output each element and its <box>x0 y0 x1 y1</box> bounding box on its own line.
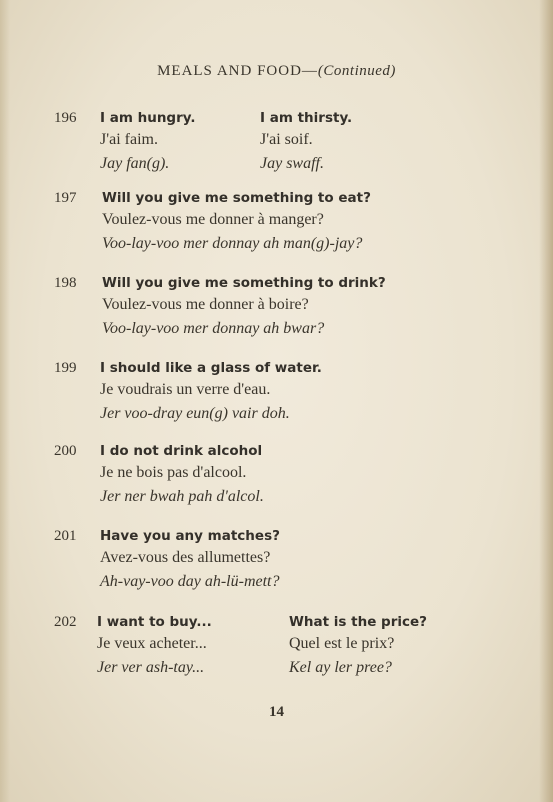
entry-number: 196 <box>54 110 77 126</box>
page-edge-shadow-left <box>0 0 10 802</box>
phonetic-phrase: Kel ay ler pree? <box>289 659 392 676</box>
french-phrase: Je veux acheter... <box>97 635 207 652</box>
english-phrase: I do not drink alcohol <box>100 443 263 459</box>
english-phrase: What is the price? <box>289 614 427 630</box>
french-phrase: J'ai faim. <box>100 131 158 148</box>
english-phrase: I am thirsty. <box>260 110 353 126</box>
header-continued: (Continued) <box>317 63 396 79</box>
phonetic-phrase: Jer ner bwah pah d'alcol. <box>100 488 264 505</box>
french-phrase: Voulez-vous me donner à manger? <box>102 211 324 228</box>
french-phrase: Je voudrais un verre d'eau. <box>100 381 271 398</box>
entry-number: 198 <box>54 275 77 291</box>
french-phrase: Je ne bois pas d'alcool. <box>100 464 247 481</box>
french-phrase: Avez-vous des allumettes? <box>100 549 271 566</box>
entry-number: 202 <box>54 614 77 630</box>
entry-number: 197 <box>54 190 77 206</box>
phrase-column-1 <box>102 187 371 255</box>
phrase-column-1 <box>100 107 195 175</box>
page-number: 14 <box>269 704 284 720</box>
header-title: MEALS AND FOOD— <box>157 63 318 79</box>
english-phrase: Will you give me something to eat? <box>102 190 371 206</box>
english-phrase: I want to buy... <box>97 614 212 630</box>
phonetic-phrase: Ah-vay-voo day ah-lü-mett? <box>100 573 280 590</box>
entry-number: 201 <box>54 528 77 544</box>
entry-number: 199 <box>54 360 77 376</box>
english-phrase: Have you any matches? <box>100 528 280 544</box>
french-phrase: Voulez-vous me donner à boire? <box>102 296 309 313</box>
phonetic-phrase: Jay swaff. <box>260 155 324 172</box>
phonetic-phrase: Jer ver ash-tay... <box>97 659 205 676</box>
entry-number: 200 <box>54 443 77 459</box>
phrase-column-2 <box>260 107 352 175</box>
english-phrase: Will you give me something to drink? <box>102 275 386 291</box>
phrase-column-1 <box>97 611 212 679</box>
phonetic-phrase: Voo-lay-voo mer donnay ah man(g)-jay? <box>102 235 363 252</box>
phonetic-phrase: Jer voo-dray eun(g) vair doh. <box>100 405 290 422</box>
english-phrase: I should like a glass of water. <box>100 360 322 376</box>
phonetic-phrase: Jay fan(g). <box>100 155 170 172</box>
page-header <box>0 63 553 80</box>
phrase-column-1 <box>100 525 280 593</box>
phonetic-phrase: Voo-lay-voo mer donnay ah bwar? <box>102 320 325 337</box>
phrase-column-1 <box>102 272 386 340</box>
english-phrase: I am hungry. <box>100 110 196 126</box>
phrase-column-1 <box>100 440 264 508</box>
french-phrase: Quel est le prix? <box>289 635 395 652</box>
phrase-column-2 <box>289 611 427 679</box>
phrase-column-1 <box>100 357 322 425</box>
french-phrase: J'ai soif. <box>260 131 313 148</box>
page-edge-shadow-right <box>539 0 553 802</box>
